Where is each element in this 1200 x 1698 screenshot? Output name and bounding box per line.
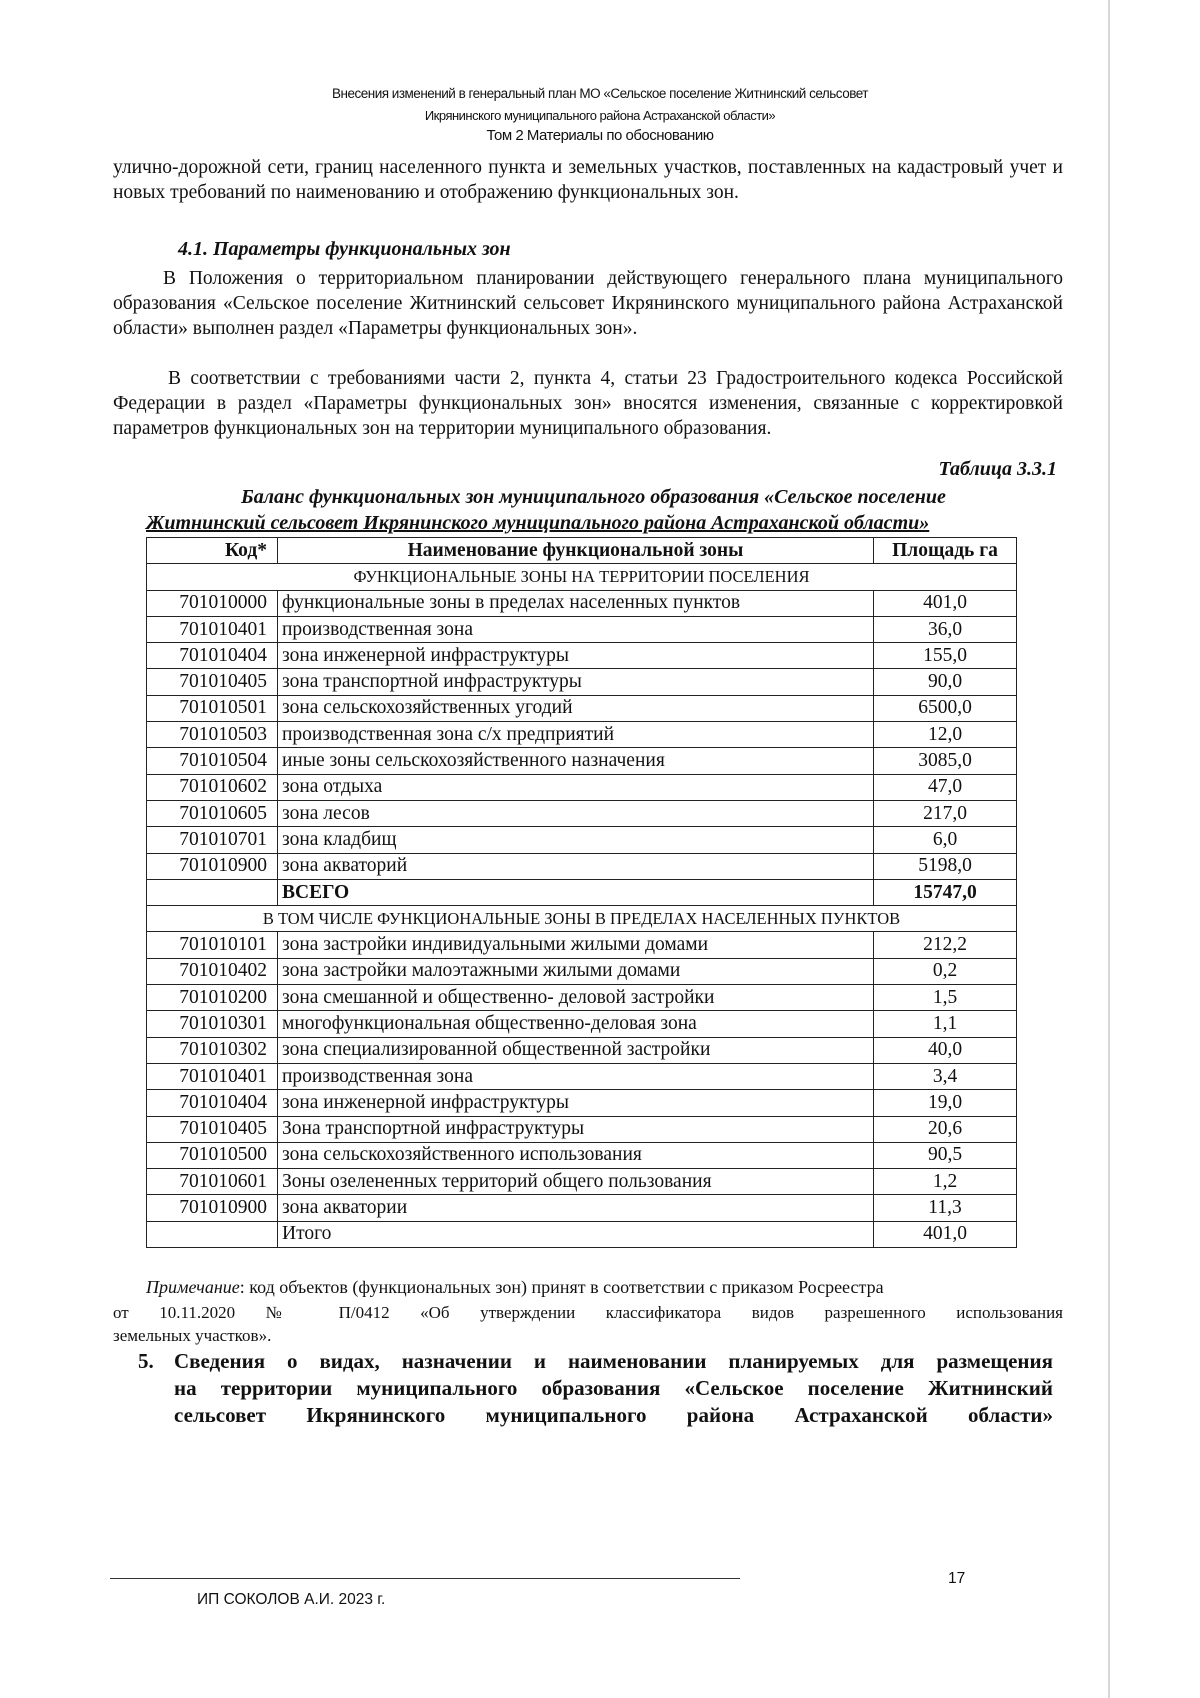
section-heading-5	[138, 1348, 1053, 1429]
section5-number: 5.	[138, 1349, 154, 1373]
cell-code: 701010504	[147, 748, 278, 774]
table-row	[147, 1090, 1017, 1116]
cell-area: 15747,0	[874, 879, 1017, 905]
cell-area: 0,2	[874, 958, 1017, 984]
cell-name: зона акваторий	[278, 853, 874, 879]
cell-code: 701010404	[147, 643, 278, 669]
cell-code: 701010601	[147, 1169, 278, 1195]
cell-code: 701010402	[147, 958, 278, 984]
cell-area: 401,0	[874, 1221, 1017, 1247]
cell-area: 90,0	[874, 669, 1017, 695]
cell-area: 40,0	[874, 1037, 1017, 1063]
cell-area: 1,5	[874, 985, 1017, 1011]
cell-code: 701010405	[147, 669, 278, 695]
cell-code: 701010302	[147, 1037, 278, 1063]
cell-area: 90,5	[874, 1142, 1017, 1168]
header-line2: Икрянинского муниципального района Астраханской области»	[424, 108, 776, 123]
cell-code: 701010602	[147, 774, 278, 800]
cell-code: 701010401	[147, 616, 278, 642]
cell-area: 155,0	[874, 643, 1017, 669]
table-row	[147, 827, 1017, 853]
section-label: В ТОМ ЧИСЛЕ ФУНКЦИОНАЛЬНЫЕ ЗОНЫ В ПРЕДЕЛАХ НАСЕЛЕННЫХ ПУНКТОВ	[147, 906, 1017, 932]
note-line3: земельных участков».	[113, 1326, 272, 1345]
paragraph-2: В соответствии с требованиями части 2, пункта 4, статьи 23 Градостроительного кодекса Российской Федерации в раздел «Параметры функциональных зон» вносятся изменения, связанные с корректировкой параметров функциональных зон на территории муниципального образования.	[113, 368, 1063, 439]
col-header-name: Наименование функциональной зоны	[278, 538, 874, 564]
col-header-code: Код*	[147, 538, 278, 564]
table-row	[147, 695, 1017, 721]
table-row	[147, 590, 1017, 616]
table-label: Таблица 3.3.1	[938, 458, 1057, 480]
cell-code: 701010503	[147, 722, 278, 748]
cell-code: 701010301	[147, 1011, 278, 1037]
cell-name: зона застройки малоэтажными жилыми домами	[278, 958, 874, 984]
table-row	[147, 669, 1017, 695]
cell-code: 701010900	[147, 853, 278, 879]
total-row	[147, 879, 1017, 905]
header-line3: Том 2 Материалы по обоснованию	[486, 127, 714, 144]
table-row	[147, 722, 1017, 748]
header-line1: Внесения изменений в генеральный план МО «Сельское поселение Житнинский сельсовет	[332, 86, 868, 101]
table-row	[147, 774, 1017, 800]
table-row	[147, 616, 1017, 642]
table-row	[147, 1011, 1017, 1037]
cell-name: производственная зона с/х предприятий	[278, 722, 874, 748]
cell-name: функциональные зоны в пределах населенных пунктов	[278, 590, 874, 616]
cell-name: зона сельскохозяйственных угодий	[278, 695, 874, 721]
cell-area: 20,6	[874, 1116, 1017, 1142]
table-row	[147, 1142, 1017, 1168]
cell-name: производственная зона	[278, 616, 874, 642]
cell-code: 701010701	[147, 827, 278, 853]
table-row	[147, 643, 1017, 669]
cell-code: 701010405	[147, 1116, 278, 1142]
cell-name: производственная зона	[278, 1063, 874, 1089]
cell-area: 1,1	[874, 1011, 1017, 1037]
table-row	[147, 985, 1017, 1011]
col-header-area: Площадь га	[874, 538, 1017, 564]
cell-area: 47,0	[874, 774, 1017, 800]
cell-area: 212,2	[874, 932, 1017, 958]
page-edge	[1108, 0, 1200, 1698]
footer-rule	[110, 1578, 740, 1579]
table-caption-line2: Житнинский сельсовет Икрянинского муниципального района Астраханской области»	[146, 512, 930, 534]
cell-code	[147, 879, 278, 905]
section-label: ФУНКЦИОНАЛЬНЫЕ ЗОНЫ НА ТЕРРИТОРИИ ПОСЕЛЕНИЯ	[147, 564, 1017, 590]
cell-code: 701010401	[147, 1063, 278, 1089]
table-header-row	[147, 538, 1017, 564]
cell-name: Итого	[278, 1221, 874, 1247]
cell-area: 401,0	[874, 590, 1017, 616]
table-row	[147, 1037, 1017, 1063]
table-row	[147, 853, 1017, 879]
section5-line2: на территории муниципального образования «Сельское поселение Житнинский	[174, 1376, 1053, 1400]
cell-name: Зона транспортной инфраструктуры	[278, 1116, 874, 1142]
cell-name: зона кладбищ	[278, 827, 874, 853]
table-caption-line1: Баланс функциональных зон муниципального образования «Сельское поселение	[241, 486, 946, 508]
cell-name: зона инженерной инфраструктуры	[278, 1090, 874, 1116]
table-row	[147, 800, 1017, 826]
footer-author: ИП СОКОЛОВ А.И. 2023 г.	[197, 1591, 386, 1608]
table-row	[147, 958, 1017, 984]
cell-area: 3085,0	[874, 748, 1017, 774]
cell-name: зона лесов	[278, 800, 874, 826]
cell-area: 36,0	[874, 616, 1017, 642]
note-label: Примечание	[146, 1277, 240, 1297]
cell-area: 217,0	[874, 800, 1017, 826]
cell-name: ВСЕГО	[278, 879, 874, 905]
cell-name: зона сельскохозяйственного использования	[278, 1142, 874, 1168]
cell-code: 701010404	[147, 1090, 278, 1116]
table-section-row	[147, 564, 1017, 590]
cell-code: 701010501	[147, 695, 278, 721]
cell-area: 5198,0	[874, 853, 1017, 879]
cell-code: 701010605	[147, 800, 278, 826]
table-row	[147, 1195, 1017, 1221]
cell-name: зона смешанной и общественно- деловой застройки	[278, 985, 874, 1011]
note-text: : код объектов (функциональных зон) принят в соответствии с приказом Росреестра	[239, 1277, 884, 1297]
cell-name: иные зоны сельскохозяйственного назначения	[278, 748, 874, 774]
cell-code: 701010000	[147, 590, 278, 616]
section5-line1: Сведения о видах, назначении и наименовании планируемых для размещения	[174, 1349, 1053, 1373]
cell-code: 701010200	[147, 985, 278, 1011]
table-row	[147, 1116, 1017, 1142]
cell-name: зона специализированной общественной застройки	[278, 1037, 874, 1063]
cell-code: 701010900	[147, 1195, 278, 1221]
cell-name: зона отдыха	[278, 774, 874, 800]
cell-area: 19,0	[874, 1090, 1017, 1116]
paragraph-1: В Положения о территориальном планировании действующего генерального плана муниципального образования «Сельское поселение Житнинский сельсовет Икрянинского муниципального района Астраханской области» выполнен раздел «Параметры функциональных зон».	[113, 268, 1063, 339]
table-row	[147, 748, 1017, 774]
cell-name: зона застройки индивидуальными жилыми домами	[278, 932, 874, 958]
cell-area: 1,2	[874, 1169, 1017, 1195]
total-row	[147, 1221, 1017, 1247]
cell-name: зона акватории	[278, 1195, 874, 1221]
cell-name: зона транспортной инфраструктуры	[278, 669, 874, 695]
cell-area: 12,0	[874, 722, 1017, 748]
cell-name: Зоны озелененных территорий общего пользования	[278, 1169, 874, 1195]
cell-name: зона инженерной инфраструктуры	[278, 643, 874, 669]
cell-code	[147, 1221, 278, 1247]
table-row	[147, 1063, 1017, 1089]
table-section-row	[147, 906, 1017, 932]
zones-balance-table	[146, 537, 1017, 1248]
note-line2: от 10.11.2020 № П/0412 «Об утверждении классификатора видов разрешенного использования	[113, 1303, 1063, 1322]
section-heading-4-1: 4.1. Параметры функциональных зон	[178, 238, 511, 260]
table-row	[147, 932, 1017, 958]
cell-area: 3,4	[874, 1063, 1017, 1089]
cell-area: 6,0	[874, 827, 1017, 853]
cell-name: многофункциональная общественно-деловая зона	[278, 1011, 874, 1037]
cell-area: 11,3	[874, 1195, 1017, 1221]
page-number: 17	[948, 1570, 966, 1587]
intro-paragraph: улично-дорожной сети, границ населенного пункта и земельных участков, поставленных на кадастровый учет и новых требований по наименованию и отображению функциональных зон.	[113, 157, 1063, 203]
cell-code: 701010500	[147, 1142, 278, 1168]
table-row	[147, 1169, 1017, 1195]
note-line1	[146, 1275, 1016, 1300]
section5-line3: сельсовет Икрянинского муниципального района Астраханской области»	[174, 1403, 1053, 1427]
cell-area: 6500,0	[874, 695, 1017, 721]
cell-code: 701010101	[147, 932, 278, 958]
